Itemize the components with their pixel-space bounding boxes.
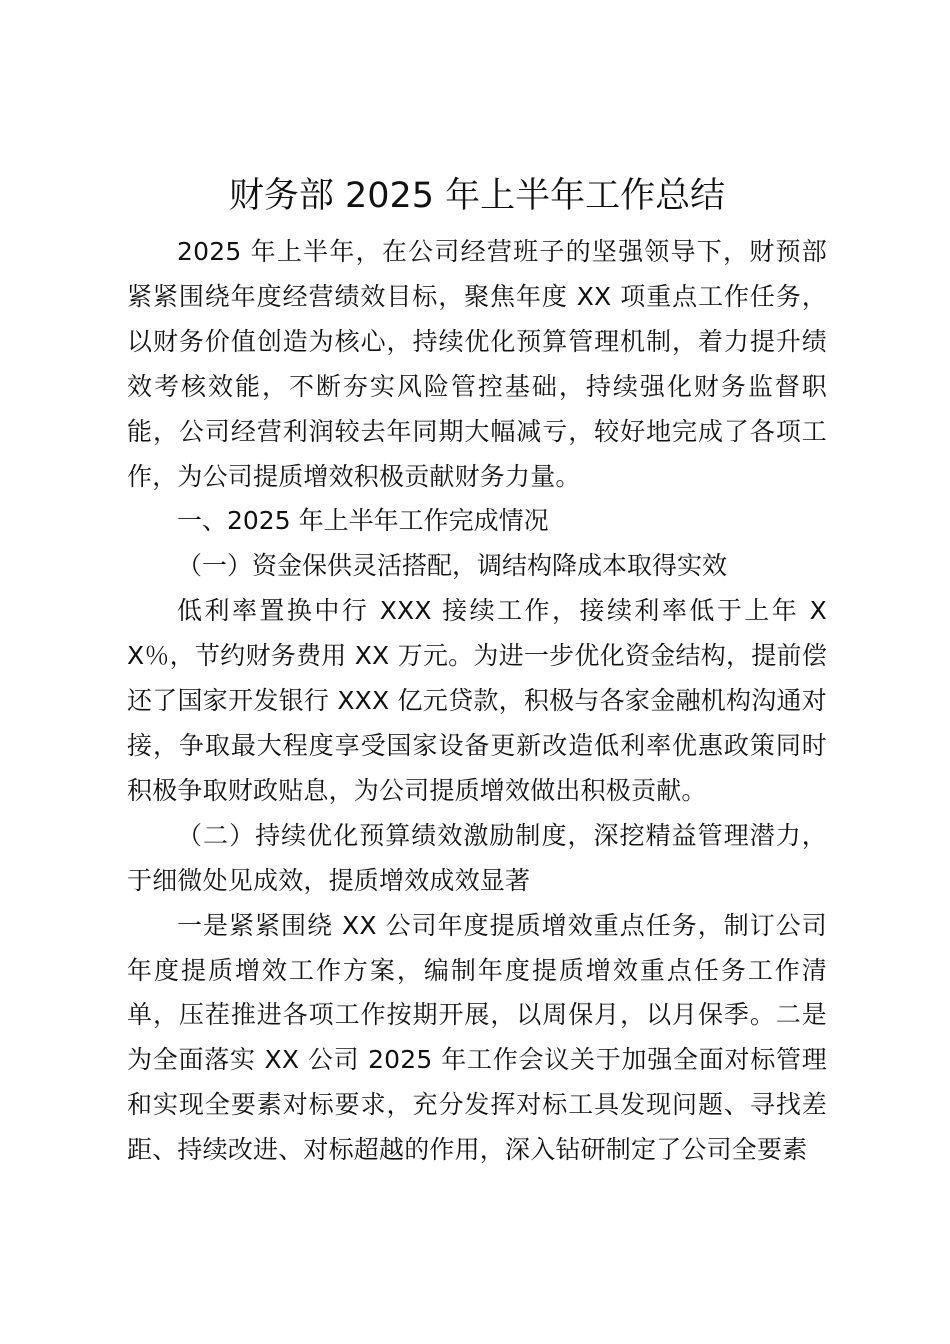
- subsection-heading-2: （二）持续优化预算绩效激励制度，深挖精益管理潜力，于细微处见成效，提质增效成效显著: [127, 820, 827, 895]
- section-heading-1: 一、2025 年上半年工作完成情况: [177, 506, 549, 536]
- intro-paragraph: 2025 年上半年，在公司经营班子的坚强领导下，财预部紧紧围绕年度经营绩效目标，聚焦年度 XX 项重点工作任务，以财务价值创造为核心，持续优化预算管理机制，着力提升绩效考核效能，不断夯实风险管控基础，持续强化财务监督职能，公司经营利润较去年同期大幅减亏，较好地完成了各项工作，为公司提质增效积极贡献财务力量。: [127, 237, 827, 491]
- document-page: [127, 172, 827, 1173]
- subsection-1-body: 低利率置换中行 XXX 接续工作，接续利率低于上年 XX％，节约财务费用 XX 万元。为进一步优化资金结构，提前偿还了国家开发银行 XXX 亿元贷款，积极与各家金融机构沟通对接，争取最大程度享受国家设备更新改造低利率优惠政策同时积极争取财政贴息，为公司提质增效做出积极贡献。: [127, 596, 827, 805]
- subsection-heading-1: （一）资金保供灵活搭配，调结构降成本取得实效: [177, 551, 728, 581]
- document-title: 财务部 2025 年上半年工作总结: [228, 176, 726, 216]
- subsection-2-body: 一是紧紧围绕 XX 公司年度提质增效重点任务，制订公司年度提质增效工作方案，编制年度提质增效重点任务工作清单，压茬推进各项工作按期开展，以周保月，以月保季。二是为全面落实 XX 公司 2025 年工作会议关于加强全面对标管理和实现全要素对标要求，充分发挥对标工具发现问题、寻找差距、持续改进、对标超越的作用，深入钻研制定了公司全要素: [127, 910, 827, 1165]
